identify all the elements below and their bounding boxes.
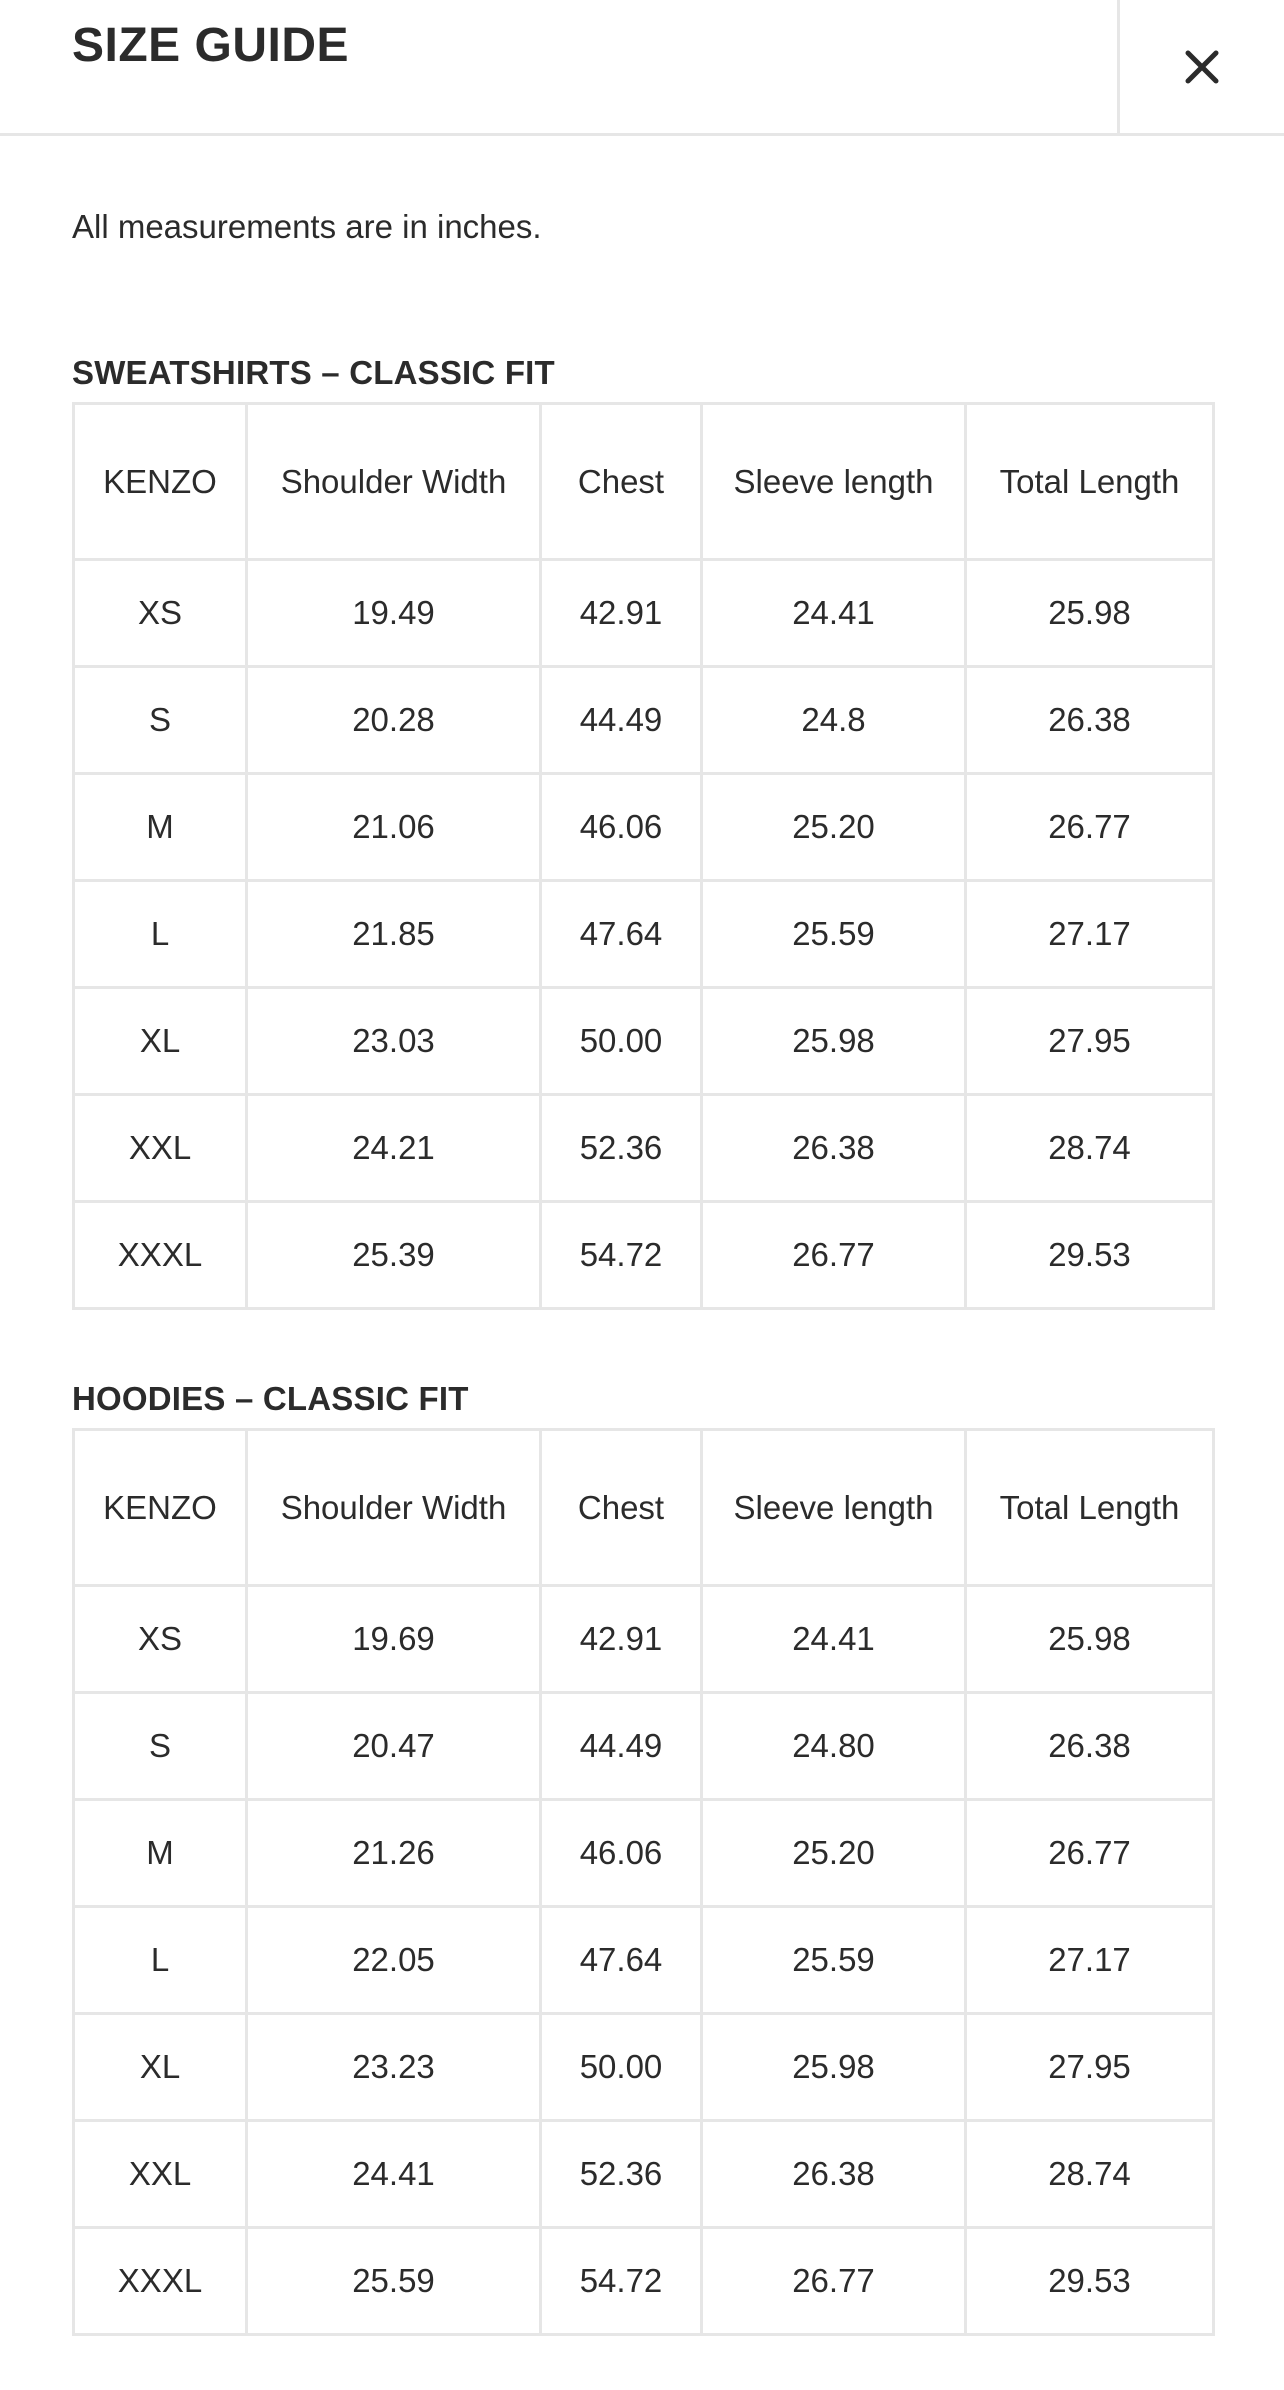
column-header-size: KENZO [74,404,247,560]
total-length-cell: 25.98 [966,560,1214,667]
table-row [74,2121,1214,2228]
column-header-size: KENZO [74,1430,247,1586]
shoulder-width-cell: 21.85 [247,881,541,988]
shoulder-width-cell: 24.41 [247,2121,541,2228]
total-length-cell: 26.38 [966,1693,1214,1800]
page-title: SIZE GUIDE [72,19,350,72]
table-row [74,2014,1214,2121]
chest-cell: 47.64 [541,1907,702,2014]
size-cell: L [74,881,247,988]
table-row [74,2228,1214,2335]
shoulder-width-cell: 25.39 [247,1202,541,1309]
chest-cell: 44.49 [541,1693,702,1800]
column-header-sleeve-length: Sleeve length [702,404,966,560]
size-cell: XXL [74,1095,247,1202]
chest-cell: 54.72 [541,1202,702,1309]
size-table-sweatshirts [72,402,1215,1310]
table-row [74,1800,1214,1907]
column-header-chest: Chest [541,404,702,560]
size-cell: XXXL [74,2228,247,2335]
size-table-hoodies [72,1428,1215,2336]
column-header-total-length: Total Length [966,1430,1214,1586]
total-length-cell: 28.74 [966,1095,1214,1202]
table-row [74,1586,1214,1693]
size-cell: XXXL [74,1202,247,1309]
sleeve-length-cell: 26.38 [702,1095,966,1202]
size-cell: XL [74,988,247,1095]
shoulder-width-cell: 23.23 [247,2014,541,2121]
table-row [74,1095,1214,1202]
table-row [74,1693,1214,1800]
sleeve-length-cell: 25.20 [702,1800,966,1907]
size-cell: M [74,1800,247,1907]
chest-cell: 42.91 [541,560,702,667]
chest-cell: 50.00 [541,2014,702,2121]
shoulder-width-cell: 19.69 [247,1586,541,1693]
shoulder-width-cell: 23.03 [247,988,541,1095]
total-length-cell: 29.53 [966,2228,1214,2335]
table-header-row [74,1430,1214,1586]
total-length-cell: 27.17 [966,1907,1214,2014]
table-row [74,1907,1214,2014]
sleeve-length-cell: 26.77 [702,1202,966,1309]
total-length-cell: 27.17 [966,881,1214,988]
table-row [74,667,1214,774]
sleeve-length-cell: 24.8 [702,667,966,774]
chest-cell: 50.00 [541,988,702,1095]
close-icon[interactable] [1185,50,1219,84]
shoulder-width-cell: 25.59 [247,2228,541,2335]
chest-cell: 42.91 [541,1586,702,1693]
table-row [74,774,1214,881]
chest-cell: 54.72 [541,2228,702,2335]
shoulder-width-cell: 21.06 [247,774,541,881]
column-header-sleeve-length: Sleeve length [702,1430,966,1586]
table-row [74,988,1214,1095]
chest-cell: 46.06 [541,774,702,881]
sleeve-length-cell: 25.20 [702,774,966,881]
total-length-cell: 28.74 [966,2121,1214,2228]
size-cell: M [74,774,247,881]
sleeve-length-cell: 25.59 [702,1907,966,2014]
total-length-cell: 29.53 [966,1202,1214,1309]
shoulder-width-cell: 19.49 [247,560,541,667]
shoulder-width-cell: 20.47 [247,1693,541,1800]
chest-cell: 44.49 [541,667,702,774]
column-header-shoulder-width: Shoulder Width [247,404,541,560]
measurement-note: All measurements are in inches. [72,208,542,245]
size-cell: XL [74,2014,247,2121]
shoulder-width-cell: 20.28 [247,667,541,774]
section-title-sweatshirts: SWEATSHIRTS – CLASSIC FIT [72,354,555,391]
total-length-cell: 26.38 [966,667,1214,774]
chest-cell: 52.36 [541,1095,702,1202]
chest-cell: 46.06 [541,1800,702,1907]
section-title-hoodies: HOODIES – CLASSIC FIT [72,1380,469,1417]
total-length-cell: 26.77 [966,1800,1214,1907]
shoulder-width-cell: 22.05 [247,1907,541,2014]
chest-cell: 47.64 [541,881,702,988]
shoulder-width-cell: 21.26 [247,1800,541,1907]
column-header-chest: Chest [541,1430,702,1586]
sleeve-length-cell: 26.77 [702,2228,966,2335]
table-header-row [74,404,1214,560]
size-cell: L [74,1907,247,2014]
sleeve-length-cell: 24.80 [702,1693,966,1800]
sleeve-length-cell: 25.98 [702,2014,966,2121]
sleeve-length-cell: 24.41 [702,560,966,667]
total-length-cell: 25.98 [966,1586,1214,1693]
column-header-shoulder-width: Shoulder Width [247,1430,541,1586]
column-header-total-length: Total Length [966,404,1214,560]
table-row [74,881,1214,988]
total-length-cell: 26.77 [966,774,1214,881]
sleeve-length-cell: 25.98 [702,988,966,1095]
shoulder-width-cell: 24.21 [247,1095,541,1202]
size-cell: XS [74,1586,247,1693]
size-cell: XXL [74,2121,247,2228]
chest-cell: 52.36 [541,2121,702,2228]
size-guide-header [0,0,1284,136]
size-cell: S [74,1693,247,1800]
close-button[interactable] [1117,0,1284,133]
size-cell: XS [74,560,247,667]
sleeve-length-cell: 26.38 [702,2121,966,2228]
sleeve-length-cell: 24.41 [702,1586,966,1693]
total-length-cell: 27.95 [966,988,1214,1095]
table-row [74,1202,1214,1309]
table-row [74,560,1214,667]
total-length-cell: 27.95 [966,2014,1214,2121]
size-cell: S [74,667,247,774]
sleeve-length-cell: 25.59 [702,881,966,988]
